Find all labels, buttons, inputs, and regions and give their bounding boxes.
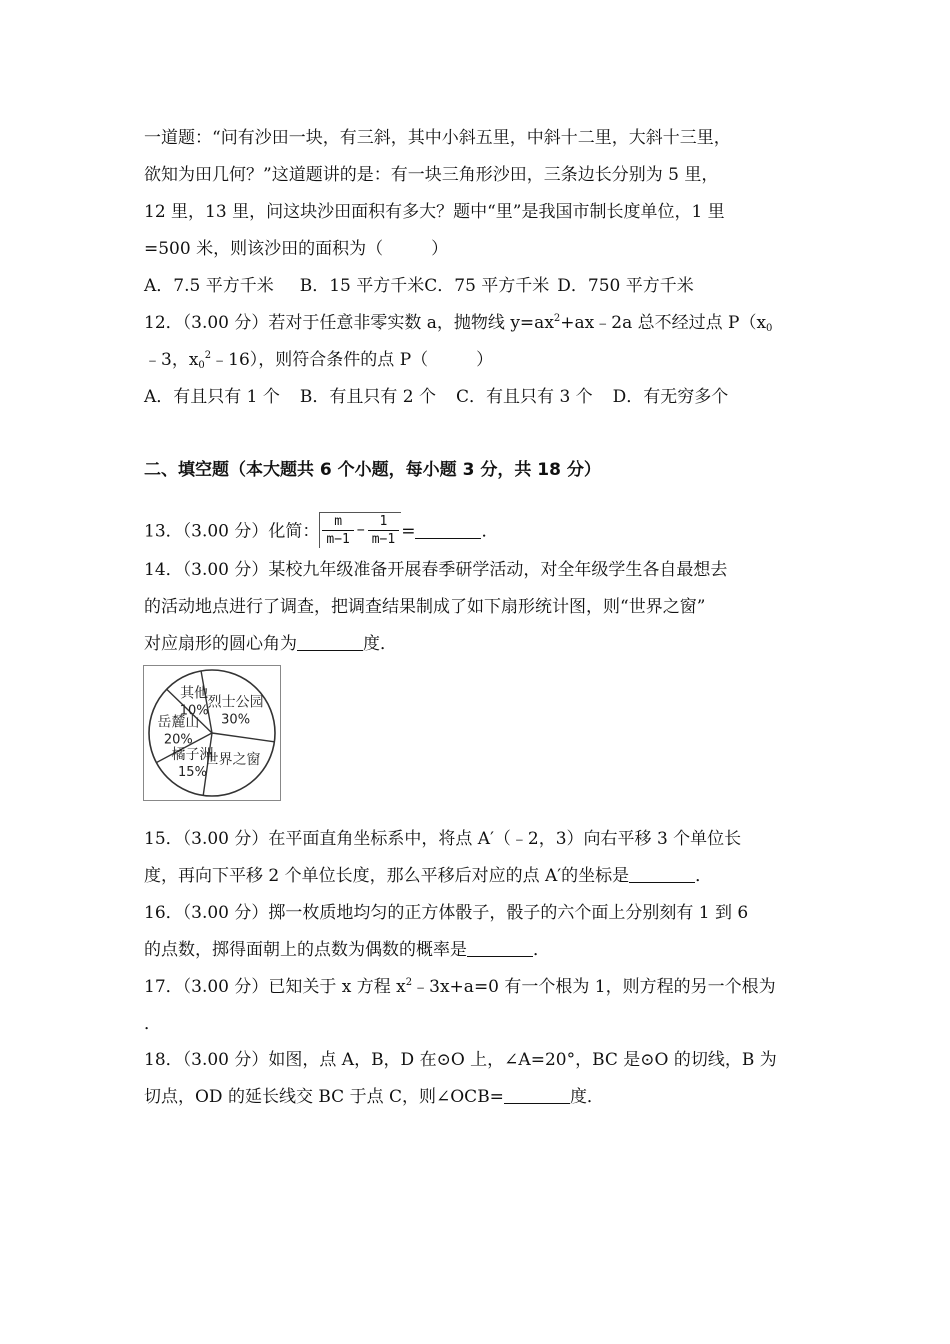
q15-answer-blank bbox=[629, 868, 695, 883]
q15-line-2-b: ． bbox=[695, 866, 713, 886]
q18-line-1: 18．（3.00 分）如图，点 A，B，D 在⊙O 上，∠A=20°，BC 是⊙O 的切线，B 为 bbox=[144, 1050, 777, 1070]
q14-line-2: 的活动地点进行了调查，把调查结果制成了如下扇形统计图，则“世界之窗” bbox=[144, 597, 706, 617]
q17-line-2: ． bbox=[144, 1014, 161, 1034]
pie-label-name: 世界之窗 bbox=[204, 752, 261, 769]
pie-label-percent: 10% bbox=[179, 703, 209, 719]
q16-line-2 bbox=[144, 938, 550, 962]
q11-option-c: C．75 平方千米 bbox=[424, 276, 550, 296]
q16-line-1: 16．（3.00 分）掷一枚质地均匀的正方体骰子，骰子的六个面上分别刻有 1 到 6 bbox=[144, 903, 749, 923]
q11-option-d: D．750 平方千米 bbox=[557, 276, 694, 296]
q13-fraction-1 bbox=[322, 513, 353, 548]
q11-options bbox=[144, 274, 694, 298]
q13-frac2-den: m−1 bbox=[371, 532, 396, 547]
q11-line-2: 欲知为田几何？”这道题讲的是：有一块三角形沙田，三条边长分别为 5 里， bbox=[144, 165, 719, 185]
q11-line-4-text: =500 米，则该沙田的面积为（ bbox=[144, 239, 384, 259]
q13-frac1-den: m−1 bbox=[326, 532, 350, 547]
pie-label-name: 其他 bbox=[180, 685, 209, 702]
q12-sup: 2 bbox=[553, 313, 561, 324]
q12-sub-b: 0 bbox=[198, 360, 205, 371]
q11-line-4 bbox=[144, 237, 448, 261]
q17-line-1-a: 17．（3.00 分）已知关于 x 方程 x bbox=[144, 977, 406, 997]
q11-line-4-close: ） bbox=[431, 239, 449, 259]
q11-line-3: 12 里，13 里，问这块沙田面积有多大？题中“里”是我国市制长度单位，1 里 bbox=[144, 202, 725, 222]
q14-line-3 bbox=[144, 632, 397, 656]
pie-label-name: 岳麓山 bbox=[157, 714, 200, 731]
q12-line-2-a: ﹣3，x bbox=[144, 350, 199, 370]
q14-line-3-b: 度． bbox=[363, 634, 397, 654]
q12-option-c: C．有且只有 3 个 bbox=[456, 387, 593, 407]
q17-sup: 2 bbox=[405, 977, 413, 988]
q13-prefix: 13．（3.00 分）化简： bbox=[144, 521, 320, 542]
q11-line-1: 一道题：“问有沙田一块，有三斜，其中小斜五里，中斜十二里，大斜十三里， bbox=[144, 128, 731, 148]
q11-option-a: A．7.5 平方千米 bbox=[144, 276, 274, 296]
q13-suffix: ． bbox=[481, 521, 499, 542]
q12-line-1 bbox=[144, 311, 772, 335]
q18-line-2 bbox=[144, 1085, 604, 1109]
q15-line-2 bbox=[144, 864, 712, 888]
q14-line-1: 14．（3.00 分）某校九年级准备开展春季研学活动，对全年级学生各自最想去 bbox=[144, 560, 728, 580]
q18-line-2-b: 度． bbox=[569, 1087, 604, 1107]
pie-label-percent: 30% bbox=[221, 712, 251, 728]
pie-chart bbox=[143, 665, 281, 801]
q12-option-d: D．有无穷多个 bbox=[612, 387, 729, 407]
q15-line-2-a: 度，再向下平移 2 个单位长度，那么平移后对应的点 A′的坐标是 bbox=[144, 866, 630, 886]
q12-line-2 bbox=[144, 348, 493, 372]
q12-mid: +ax﹣2a 总不经过点 P（x bbox=[560, 313, 767, 333]
section-heading: 二、填空题（本大题共 6 个小题，每小题 3 分，共 18 分） bbox=[144, 460, 601, 480]
q12-sup-b: 2 bbox=[204, 350, 212, 361]
q13-frac2-num: 1 bbox=[368, 513, 399, 531]
q14-line-3-a: 对应扇形的圆心角为 bbox=[144, 634, 297, 654]
q12-option-a: A．有且只有 1 个 bbox=[144, 387, 280, 407]
q17-line-1 bbox=[144, 975, 776, 999]
q12-options bbox=[144, 385, 728, 409]
q12-prefix: 12．（3.00 分）若对于任意非零实数 a，抛物线 y=ax bbox=[144, 313, 554, 333]
q14-answer-blank bbox=[297, 636, 363, 651]
q13-expression bbox=[319, 512, 401, 548]
q12-line-2-c: ） bbox=[476, 350, 494, 370]
q13-equals: = bbox=[401, 521, 416, 542]
q15-line-1: 15．（3.00 分）在平面直角坐标系中，将点 A′（﹣2，3）向右平移 3 个单位长 bbox=[144, 829, 742, 849]
q12-option-b: B．有且只有 2 个 bbox=[299, 387, 437, 407]
pie-label-name: 烈士公园 bbox=[207, 694, 264, 711]
q11-option-b: B．15 平方千米 bbox=[299, 276, 425, 296]
q12-sub: 0 bbox=[766, 323, 773, 334]
q17-line-1-b: ﹣3x+a=0 有一个根为 1，则方程的另一个根为 bbox=[412, 977, 776, 997]
q18-line-2-a: 切点，OD 的延长线交 BC 于点 C，则∠OCB= bbox=[144, 1087, 504, 1107]
q13-fraction-2 bbox=[368, 513, 399, 548]
pie-label-name: 橘子洲 bbox=[171, 746, 214, 763]
pie-label-percent: 15% bbox=[178, 764, 207, 780]
q13-frac1-num: m bbox=[322, 513, 353, 531]
q13-line bbox=[144, 514, 498, 550]
pie-label-percent: 20% bbox=[163, 732, 193, 748]
q18-answer-blank bbox=[504, 1089, 570, 1104]
q13-minus: − bbox=[356, 522, 365, 538]
pie-chart-svg bbox=[144, 666, 280, 800]
q13-answer-blank bbox=[415, 524, 481, 539]
q16-answer-blank bbox=[467, 942, 533, 957]
q16-line-2-a: 的点数，掷得面朝上的点数为偶数的概率是 bbox=[144, 940, 467, 960]
q12-line-2-b: ﹣16），则符合条件的点 P（ bbox=[211, 350, 429, 370]
q16-line-2-b: ． bbox=[533, 940, 550, 960]
